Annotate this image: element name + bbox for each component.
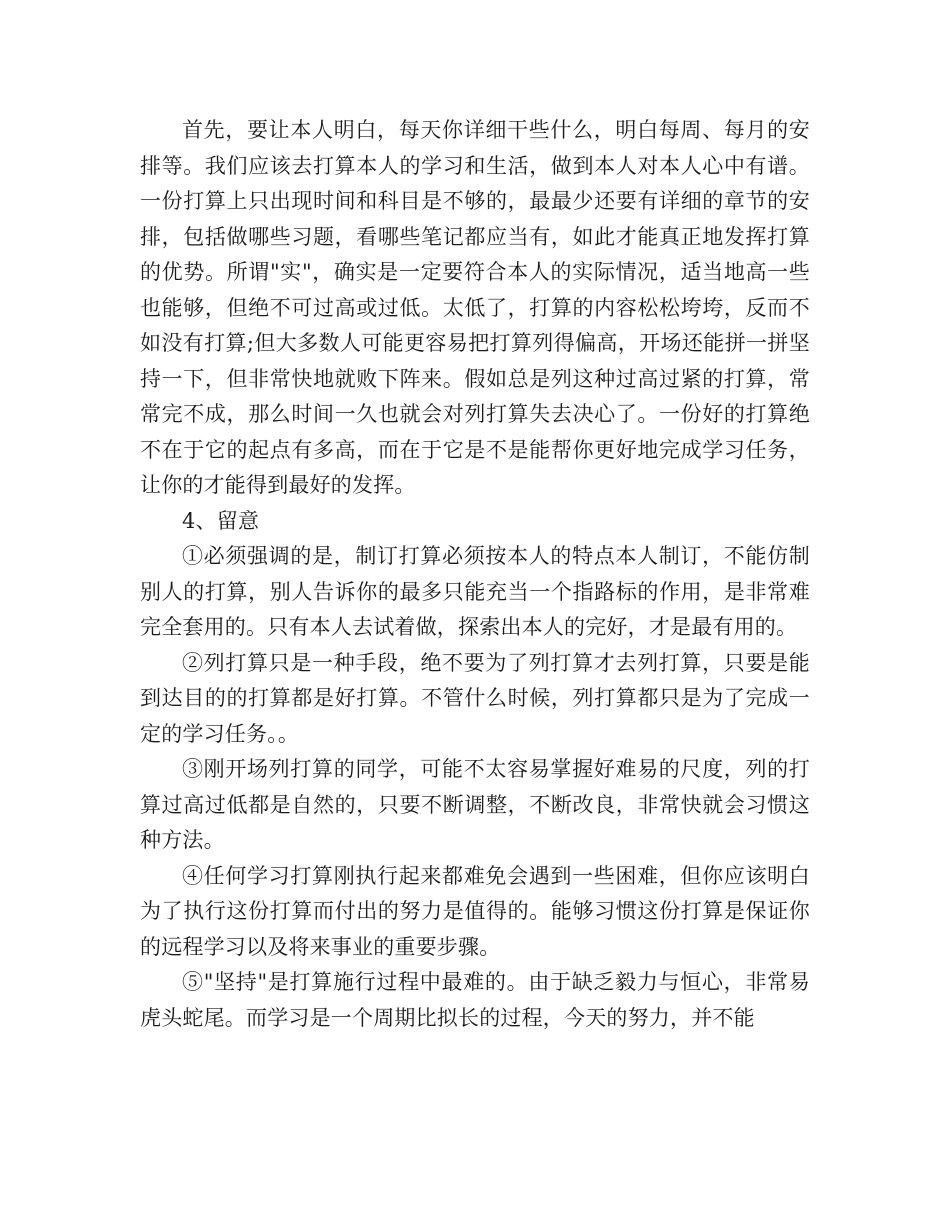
document-page <box>140 113 810 1036</box>
paragraph-note-5: ⑤"坚持"是打算施行过程中最难的。由于缺乏毅力与恒心，非常易虎头蛇尾。而学习是一个周期比拟长的过程，今天的努力，并不能 <box>140 970 810 1030</box>
paragraph-note-2: ②列打算只是一种手段，绝不要为了列打算才去列打算，只要是能到达目的的打算都是好打算。不管什么时候，列打算都只是为了完成一定的学习任务。。 <box>140 650 810 746</box>
section-heading-notes: 4、留意 <box>182 508 260 533</box>
paragraph-note-4: ④任何学习打算刚执行起来都难免会遇到一些困难，但你应该明白为了执行这份打算而付出的努力是值得的。能够习惯这份打算是保证你的远程学习以及将来事业的重要步骤。 <box>140 863 810 959</box>
paragraph-note-1: ①必须强调的是，制订打算必须按本人的特点本人制订，不能仿制别人的打算，别人告诉你的最多只能充当一个指路标的作用，是非常难完全套用的。只有本人去试着做，探索出本人的完好，才是最有用的。 <box>140 544 810 639</box>
paragraph-plan-details: 首先，要让本人明白，每天你详细干些什么，明白每周、每月的安排等。我们应该去打算本人的学习和生活，做到本人对本人心中有谱。一份打算上只出现时间和科目是不够的，最最少还要有详细的章节的安排，包括做哪些习题，看哪些笔记都应当有，如此才能真正地发挥打算的优势。所谓"实"，确实是一定要符合本人的实际情况，适当地高一些也能够，但绝不可过高或过低。太低了，打算的内容松松垮垮，反而不如没有打算;但大多数人可能更容易把打算列得偏高，开场还能拼一拼坚持一下，但非常快地就败下阵来。假如总是列这种过高过紧的打算，常常完不成，那么时间一久也就会对列打算失去决心了。一份好的打算绝不在于它的起点有多高，而在于它是不是能帮你更好地完成学习任务，让你的才能得到最好的发挥。 <box>140 118 810 497</box>
paragraph-note-3: ③刚开场列打算的同学，可能不太容易掌握好难易的尺度，列的打算过高过低都是自然的，只要不断调整，不断改良，非常快就会习惯这种方法。 <box>140 757 810 852</box>
